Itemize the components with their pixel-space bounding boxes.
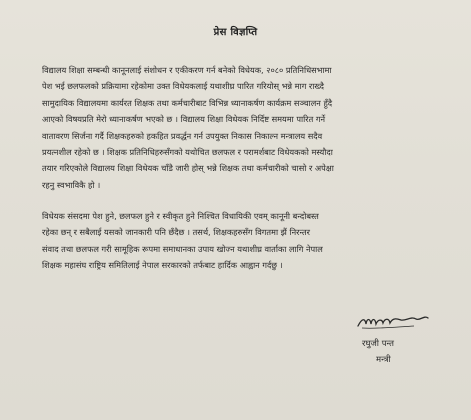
- paragraph-line: वातावरण सिर्जना गर्दै शिक्षकहरुको हकहित प्रवर्द्धन गर्न उपयुक्त निकास निकाल्न मन्त्रालय सदैव: [42, 130, 323, 141]
- paragraph-line: रहेका छन् र सबैलाई यसको जानकारी पनि छँदैछ । तसर्थ, शिक्षकहरुसँग विगतमा झैं निरन्तर: [42, 227, 311, 238]
- paragraph-line: पेश भई छलफलको प्रक्रियामा रहेकोमा उक्त विधेयकलाई यथाशीघ्र पारित गरियोस् भन्ने माग राख्दै: [42, 81, 325, 92]
- signatory-title: मन्त्री: [376, 355, 391, 365]
- signatory-name: रघुजी पन्त: [362, 339, 395, 349]
- paragraph-line: शिक्षक महासंघ राष्ट्रिय समितिलाई नेपाल सरकारको तर्फबाट हार्दिक आह्वान गर्दछु ।: [42, 260, 283, 271]
- paragraph-line: आएको विषयप्रति मेरो ध्यानाकर्षण भएको छ । विद्यालय शिक्षा विधेयक निर्दिष्ट समयमा पारित गर्ने: [42, 114, 326, 125]
- paragraph-line: संवाद तथा छलफल गरी सामूहिक रूपमा समाधानका उपाय खोज्न यथाशीघ्र वार्ताका लागि नेपाल: [42, 243, 323, 254]
- paragraph-line: सामुदायिक विद्यालयमा कार्यरत शिक्षक तथा कर्मचारीबाट विभिन्न ध्यानाकर्षण कार्यक्रम सञ्चालन हुँदै: [42, 97, 333, 108]
- document-title: प्रेस विज्ञप्ति: [213, 27, 258, 38]
- handwritten-signature: [356, 310, 436, 332]
- paragraph-line: तयार गरिएकोले विद्यालय शिक्षा विधेयक चाँडै जारी होस् भन्ने शिक्षक तथा कर्मचारीको चासो र अपेक्षा: [42, 163, 334, 174]
- paragraph-line: विद्यालय शिक्षा सम्बन्धी कानूनलाई संशोधन र एकीकरण गर्न बनेको विधेयक, २०८० प्रतिनिधिसभामा: [42, 65, 332, 75]
- paragraph-2: [42, 208, 446, 274]
- paragraph-line: विधेयक संसदमा पेश हुने, छलफल हुने र स्वीकृत हुने निश्चित विधायिकी एवम् कानूनी बन्दोबस्त: [42, 211, 319, 221]
- paragraph-line: रहनु स्वभाविकै हो ।: [42, 179, 101, 190]
- paragraph-line: प्रयत्नशील रहेको छ । शिक्षक प्रतिनिधिहरुसँगको यथोचित छलफल र परामर्शबाट विधेयकको मस्यौदा: [42, 147, 333, 158]
- paragraph-1: [42, 62, 446, 193]
